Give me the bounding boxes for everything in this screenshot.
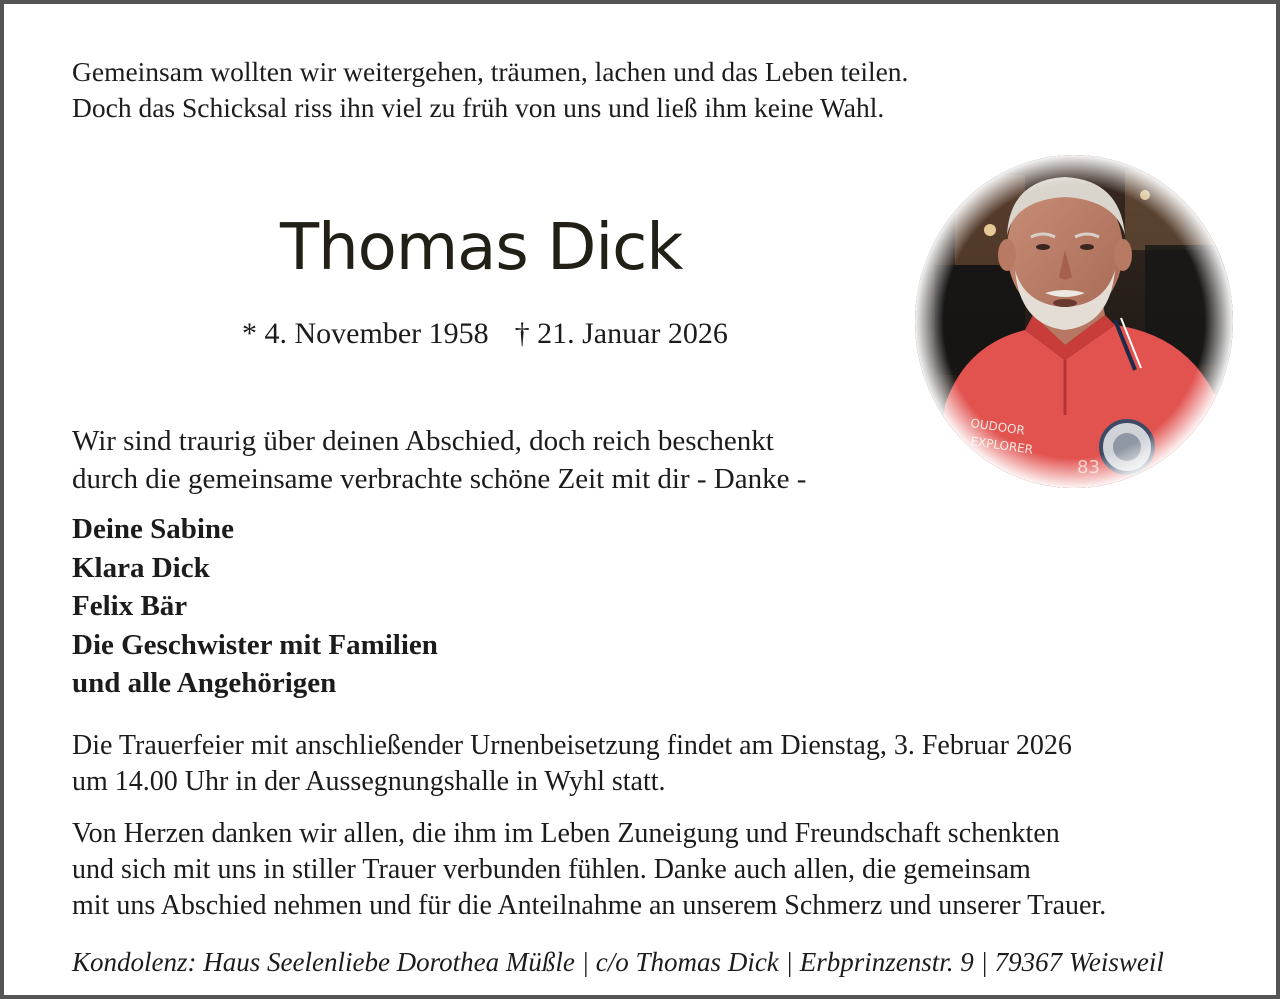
gratitude-line-1: Von Herzen danken wir allen, die ihm im Leben Zuneigung und Freundschaft schenkten <box>72 818 1060 849</box>
gratitude-line-3: mit uns Abschied nehmen und für die Anteilnahme an unserem Schmerz und unserer Trauer. <box>72 890 1107 921</box>
portrait-photo <box>915 155 1233 488</box>
condolence-address: Kondolenz: Haus Seelenliebe Dorothea Müßle | c/o Thomas Dick | Erbprinzenstr. 9 | 79367 Weisweil <box>72 947 1164 977</box>
life-dates <box>242 314 728 354</box>
birth-date: * 4. November 1958 <box>242 317 489 350</box>
mourner-item: Deine Sabine <box>72 513 234 545</box>
thanks-line-2: durch die gemeinsame verbrachte schöne Zeit mit dir - Danke - <box>72 463 807 495</box>
intro-verse <box>72 54 908 126</box>
intro-line-2: Doch das Schicksal riss ihn viel zu früh von uns und ließ ihm keine Wahl. <box>72 92 885 123</box>
thanks-text <box>72 422 806 498</box>
mourner-item: Felix Bär <box>72 590 188 622</box>
mourner-item: Klara Dick <box>72 551 210 584</box>
mourners-list <box>72 510 438 703</box>
service-line-1: Die Trauerfeier mit anschließender Urnenbeisetzung findet am Dienstag, 3. Februar 2026 <box>72 730 1072 761</box>
mourner-item: und alle Angehörigen <box>72 667 337 699</box>
death-date: † 21. Januar 2026 <box>514 317 728 350</box>
service-line-2: um 14.00 Uhr in der Aussegnungshalle in Wyhl statt. <box>72 766 666 797</box>
intro-line-1: Gemeinsam wollten wir weitergehen, träumen, lachen und das Leben teilen. <box>72 56 909 87</box>
service-info <box>72 728 1072 800</box>
thanks-line-1: Wir sind traurig über deinen Abschied, doch reich beschenkt <box>72 425 774 457</box>
gratitude-text <box>72 816 1106 924</box>
deceased-name: Thomas Dick <box>280 211 683 285</box>
mourner-item: Die Geschwister mit Familien <box>72 628 438 661</box>
gratitude-line-2: und sich mit uns in stiller Trauer verbunden fühlen. Danke auch allen, die gemeinsam <box>72 854 1031 885</box>
